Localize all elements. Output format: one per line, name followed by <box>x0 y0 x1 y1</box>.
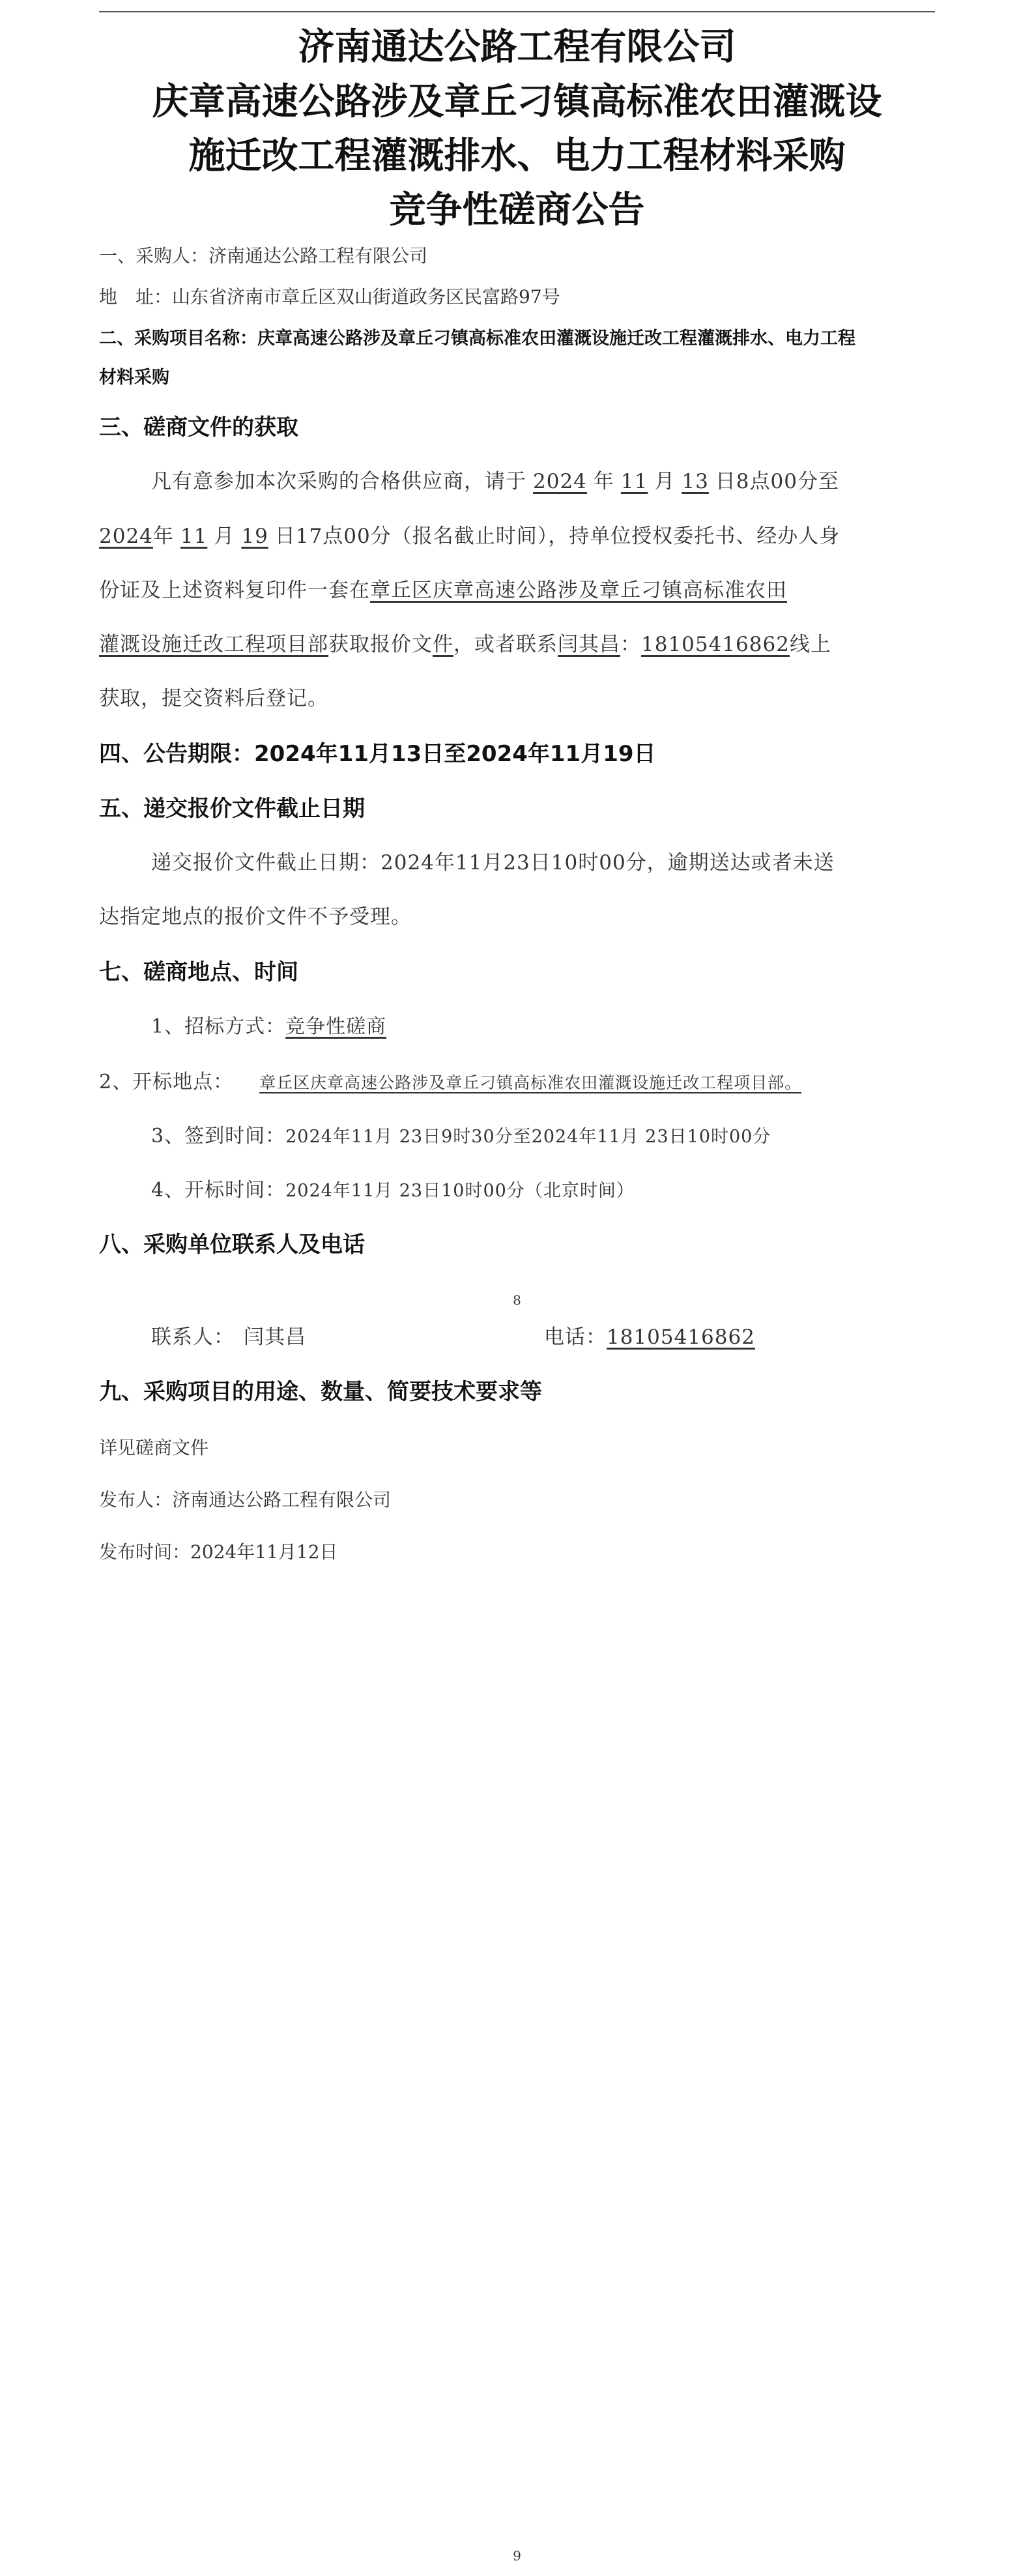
publish-date-label: 发布时间： <box>99 1541 191 1563</box>
opening-time-label: 4、开标时间： <box>151 1179 286 1202</box>
text-fragment: ，或者联系 <box>453 633 558 656</box>
publisher-value: 济南通达公路工程有限公司 <box>172 1489 392 1511</box>
see-documents-line: 详见磋商文件 <box>99 1437 209 1458</box>
start-year: 2024 <box>533 470 587 493</box>
text-fragment: 份证及上述资料复印件一套在 <box>99 579 370 602</box>
start-day: 13 <box>682 470 709 493</box>
address-label: 地 址： <box>99 286 173 308</box>
section-5-paragraph-line-2: 达指定地点的报价文件不予受理。 <box>99 905 412 929</box>
sign-in-time-item <box>151 1120 771 1148</box>
text-fragment: 月 <box>214 525 235 548</box>
page-number-8: 8 <box>513 1292 521 1308</box>
address-value: 山东省济南市章丘区双山街道政务区民富路97号 <box>172 286 560 308</box>
contact-person-name: 闫其昌 <box>244 1325 306 1349</box>
project-name-line-1: 二、采购项目名称：庆章高速公路涉及章丘刁镇高标准农田灌溉设施迁改工程灌溉排水、电力工程 <box>99 328 855 349</box>
text-fragment: 件 <box>433 633 453 656</box>
section-8-heading: 八、采购单位联系人及电话 <box>99 1232 365 1258</box>
text-fragment: 年 <box>152 525 174 548</box>
top-rule <box>99 11 935 12</box>
contact-phone-number[interactable]: 18105416862 <box>607 1325 755 1349</box>
section-7-heading: 七、磋商地点、时间 <box>99 959 298 985</box>
opening-time-value: 2024年11月 23日10时00分（北京时间） <box>285 1181 635 1201</box>
contact-phone-line <box>544 1320 755 1350</box>
opening-location-value: 章丘区庆章高速公路涉及章丘刁镇高标准农田灌溉设施迁改工程项目部。 <box>259 1073 802 1092</box>
purchaser-value: 济南通达公路工程有限公司 <box>208 245 428 267</box>
section-3-paragraph-line-2 <box>99 519 840 549</box>
publish-date-value: 2024年11月12日 <box>190 1541 338 1563</box>
end-day: 19 <box>241 525 268 548</box>
announcement-title-line-1: 庆章高速公路涉及章丘刁镇高标准农田灌溉设 <box>152 81 882 123</box>
announcement-title-line-2: 施迁改工程灌溉排水、电力工程材料采购 <box>188 135 846 177</box>
company-title: 济南通达公路工程有限公司 <box>298 26 736 68</box>
purchaser-label: 一、采购人： <box>99 245 209 267</box>
section-5-heading: 五、递交报价文件截止日期 <box>99 796 365 822</box>
start-month: 11 <box>620 470 648 493</box>
publisher-label: 发布人： <box>99 1489 173 1511</box>
end-year: 2024 <box>99 525 153 548</box>
contact-phone-label: 电话： <box>544 1325 607 1349</box>
sign-in-time-label: 3、签到时间： <box>151 1125 286 1148</box>
tender-method-label: 1、招标方式： <box>151 1015 286 1038</box>
text-fragment: 日8点00分至 <box>715 470 839 493</box>
text-fragment: ： <box>620 633 641 656</box>
tender-method-item <box>151 1010 386 1039</box>
text-fragment: 月 <box>654 470 676 493</box>
end-month: 11 <box>180 525 208 548</box>
section-5-paragraph-line-1: 递交报价文件截止日期：2024年11月23日10时00分，逾期送达或者未送 <box>151 851 835 875</box>
contact-phone[interactable]: 18105416862 <box>641 633 790 656</box>
text-fragment: 年 <box>593 470 614 493</box>
text-fragment: 凡有意参加本次采购的合格供应商，请于 <box>151 470 526 493</box>
project-name-line-2: 材料采购 <box>99 368 169 388</box>
text-fragment: 获取报价文 <box>328 633 433 656</box>
opening-location-item <box>99 1065 801 1094</box>
section-3-paragraph-line-4 <box>99 628 831 657</box>
contact-name: 闫其昌 <box>558 633 620 656</box>
publisher-line <box>99 1486 391 1512</box>
publish-date-line <box>99 1538 338 1564</box>
section-4-heading: 四、公告期限：2024年11月13日至2024年11月19日 <box>99 741 656 767</box>
opening-time-item <box>151 1174 635 1202</box>
purchaser-line <box>99 242 427 268</box>
sign-in-time-value: 2024年11月 23日9时30分至2024年11月 23日10时00分 <box>285 1127 771 1147</box>
tender-method-value: 竞争性磋商 <box>285 1015 387 1038</box>
contact-person-line <box>151 1320 306 1350</box>
announcement-title-line-3: 竞争性磋商公告 <box>389 189 645 231</box>
text-fragment: 日17点00分（报名截止时间），持单位授权委托书、经办人身 <box>274 525 840 548</box>
section-3-paragraph-line-5: 获取，提交资料后登记。 <box>99 687 328 710</box>
section-3-paragraph-line-1 <box>151 465 839 494</box>
opening-location-label: 2、开标地点： <box>99 1071 234 1093</box>
project-office-link-cont[interactable]: 灌溉设施迁改工程项目部 <box>99 633 328 656</box>
contact-person-label: 联系人： <box>151 1325 235 1349</box>
project-office-link[interactable]: 章丘区庆章高速公路涉及章丘刁镇高标准农田 <box>370 579 787 602</box>
page-number-9: 9 <box>513 2548 521 2564</box>
address-line <box>99 283 560 309</box>
text-fragment: 线上 <box>789 633 831 656</box>
section-3-paragraph-line-3 <box>99 573 787 603</box>
section-3-heading: 三、磋商文件的获取 <box>99 414 298 441</box>
section-9-heading: 九、采购项目的用途、数量、简要技术要求等 <box>99 1379 542 1405</box>
